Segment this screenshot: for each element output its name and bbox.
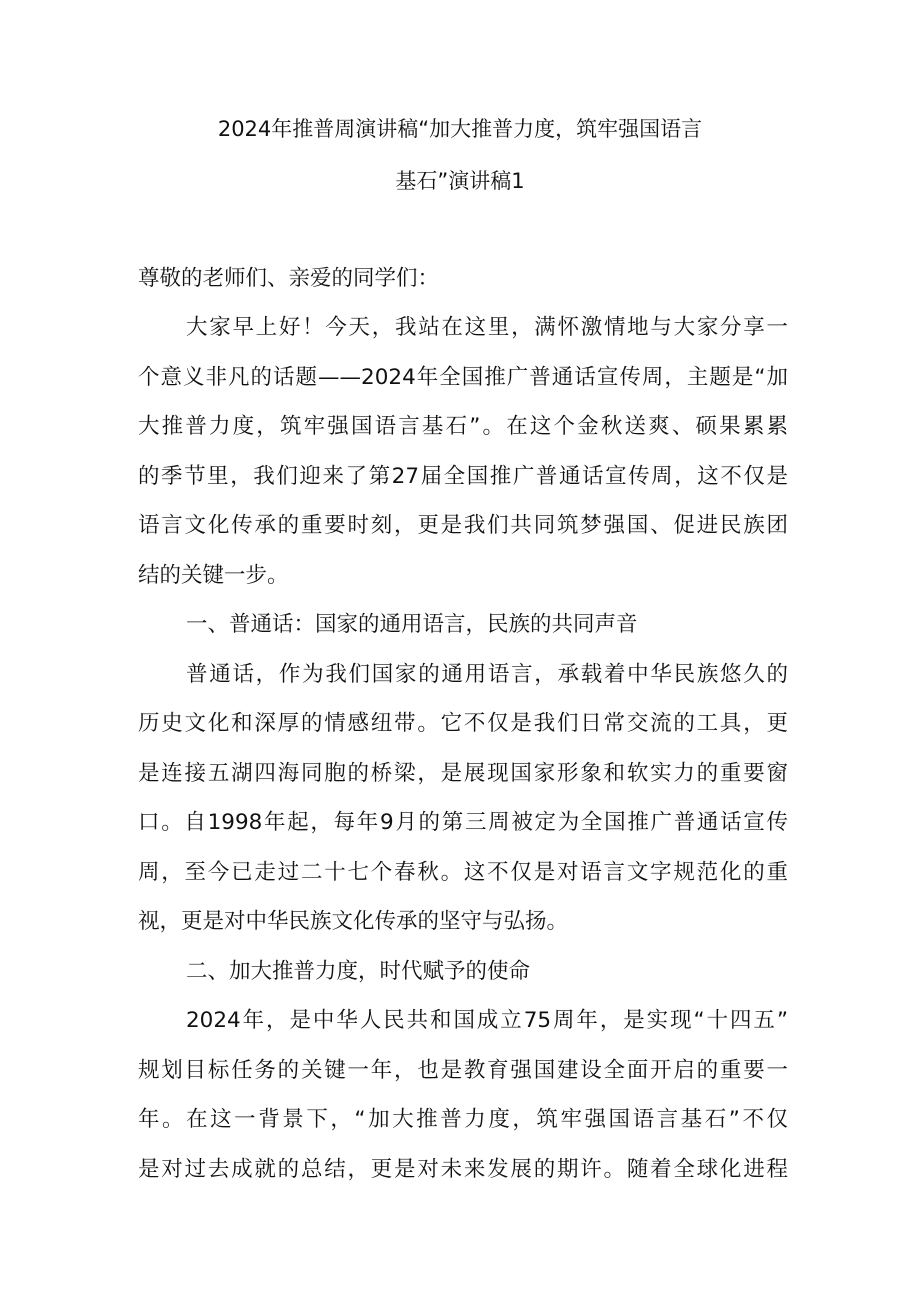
section-heading-2: 二、加大推普力度，时代赋予的使命	[186, 959, 531, 984]
paragraph-line: 个意义非凡的话题——2024年全国推广普通话宣传周，主题是“加	[138, 365, 788, 390]
document-title-line-2: 基石”演讲稿1	[395, 169, 525, 193]
salutation: 尊敬的老师们、亲爱的同学们：	[138, 266, 440, 291]
paragraph-line: 规划目标任务的关键一年，也是教育强国建设全面开启的重要一	[138, 1058, 788, 1083]
paragraph-line: 大推普力度，筑牢强国语言基石”。在这个金秋送爽、硕果累累	[138, 414, 788, 439]
paragraph-line: 是连接五湖四海同胞的桥梁，是展现国家形象和软实力的重要窗	[138, 761, 788, 786]
section-heading-1: 一、普通话：国家的通用语言，民族的共同声音	[186, 612, 638, 637]
paragraph-line: 年。在这一背景下，“加大推普力度，筑牢强国语言基石”不仅	[138, 1107, 788, 1132]
paragraph-line: 语言文化传承的重要时刻，更是我们共同筑梦强国、促进民族团	[138, 513, 788, 538]
document-title-line-1: 2024年推普周演讲稿“加大推普力度，筑牢强国语言	[217, 117, 703, 141]
paragraph-line: 口。自1998年起，每年9月的第三周被定为全国推广普通话宣传	[138, 810, 788, 835]
paragraph-line: 的季节里，我们迎来了第27届全国推广普通话宣传周，这不仅是	[138, 464, 788, 489]
paragraph-line: 是对过去成就的总结，更是对未来发展的期许。随着全球化进程	[138, 1157, 788, 1182]
paragraph-line: 视，更是对中华民族文化传承的坚守与弘扬。	[138, 909, 569, 934]
paragraph-line: 结的关键一步。	[138, 563, 289, 588]
paragraph-line: 周，至今已走过二十七个春秋。这不仅是对语言文字规范化的重	[138, 860, 788, 885]
paragraph-line: 历史文化和深厚的情感纽带。它不仅是我们日常交流的工具，更	[138, 711, 788, 736]
paragraph-line: 2024年，是中华人民共和国成立75周年，是实现“十四五”	[186, 1008, 788, 1033]
paragraph-line: 大家早上好！今天，我站在这里，满怀激情地与大家分享一	[186, 315, 788, 340]
paragraph-line: 普通话，作为我们国家的通用语言，承载着中华民族悠久的	[186, 662, 788, 687]
